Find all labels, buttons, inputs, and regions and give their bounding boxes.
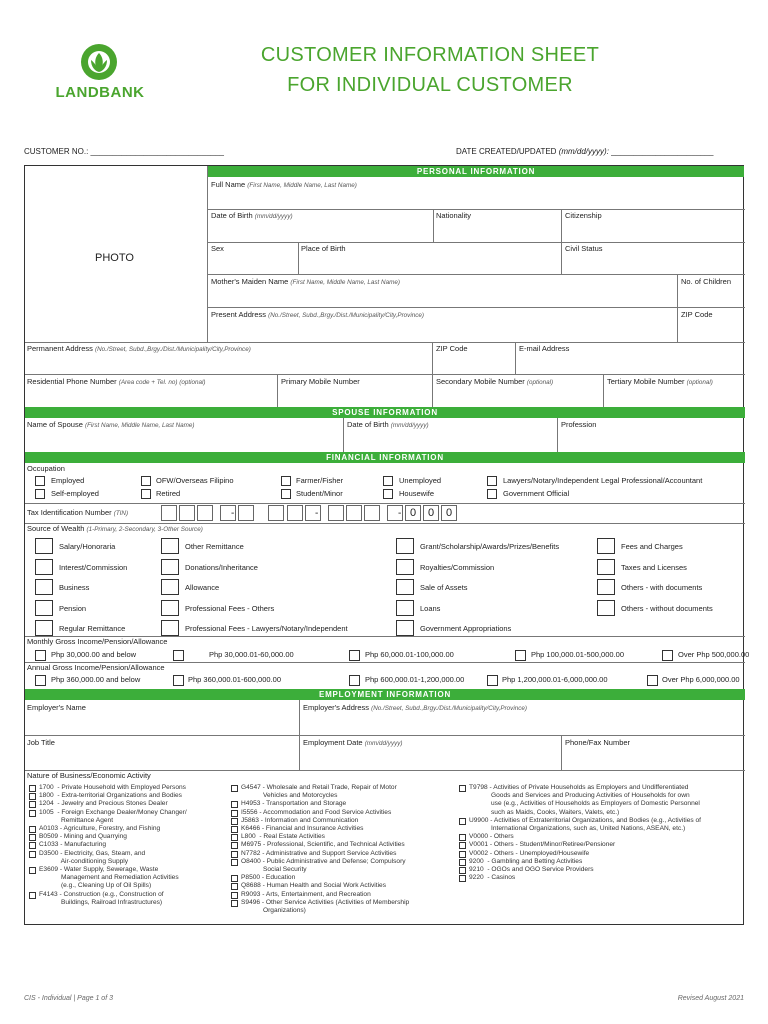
footer-revision: Revised August 2021 [677,995,744,1002]
employer-address-field[interactable]: Employer's Address (No./Street, Subd.,Brgy./Dist./Municipality/City,Province) [303,703,527,712]
nature-col3-4-checkbox[interactable] [459,851,466,858]
occupation-label: Occupation [27,464,65,473]
nature-col1-1-label: 1800 - Extra-territorial Organizations and Bodies [39,792,182,800]
permanent-address-field[interactable]: Permanent Address (No./Street, Subd.,Brgy./Dist./Municipality/City,Province) [27,344,251,353]
occupation-option-7-label: Student/Minor [296,489,343,498]
nature-col1-3-checkbox[interactable] [29,810,36,817]
monthly_opts-option-2-checkbox[interactable] [349,650,360,661]
nature-col2-0-checkbox[interactable] [231,785,238,792]
wealth-source-15-label: Others - without documents [621,603,713,613]
annual_opts-option-0-checkbox[interactable] [35,675,46,686]
annual_opts-option-2-label: Php 600,000.01-1,200,000.00 [365,675,465,684]
nature-col2-4-label: K6466 - Financial and Insurance Activities [241,825,364,832]
occupation-option-3-checkbox[interactable] [383,476,393,486]
tin-digit-box[interactable] [238,505,254,521]
wealth-source-2-label: Grant/Scholarship/Awards/Prizes/Benefits [420,542,560,551]
dob-field[interactable]: Date of Birth (mm/dd/yyyy) [211,211,293,220]
nature-col2-1-label: H4953 - Transportation and Storage [241,800,347,808]
nature-col1-2-label: 1204 - Jewelry and Precious Stones Dealer [39,800,168,808]
nature-col1-4-label: A0103 - Agriculture, Forestry, and Fishing [39,825,161,832]
monthly_opts-option-0-checkbox[interactable] [35,650,46,661]
nature-col2-12-label: S9496 - Other Service Activities (Activities of Membership Organizations) [241,898,410,914]
tin-digit-box[interactable]: 0 [441,505,457,521]
nature-col3-6-label: 9210 - OGOs and OGO Service Providers [469,866,594,873]
tin-digit-box[interactable] [305,505,321,521]
wealth-source-11-label: Others - with documents [621,583,703,592]
monthly_opts-option-3-checkbox[interactable] [515,650,526,661]
wealth-source-8-label: Business [59,583,90,592]
employer-name-field[interactable]: Employer's Name [27,703,86,712]
nature-col3-6-checkbox[interactable] [459,867,466,874]
full-name-field[interactable]: Full Name (First Name, Middle Name, Last Name) [211,180,357,189]
nature-col1-9-checkbox[interactable] [29,892,36,899]
nature-col2-7-checkbox[interactable] [231,851,238,858]
monthly_opts-option-4-label: Over Php 500,000.00 [678,650,750,659]
occupation-option-9-checkbox[interactable] [487,489,497,499]
occupation-option-8-label: Housewife [399,489,435,498]
employment-date-field[interactable]: Employment Date (mm/dd/yyyy) [303,738,403,747]
nature-col1-8-label: E3609 - Water Supply, Sewerage, Waste Management and Remediation Activities (e.g., Cleaning Up of Oil Spills) [39,866,179,890]
permanent-zip-field[interactable]: ZIP Code [436,344,468,353]
nature-col3-7-checkbox[interactable] [459,875,466,882]
nature-col3-0-label: T9798 - Activities of Private Households as Employers and Undifferentiated Goods and Services and Producing Activities of Households for own use (e.g., Activities of Households as Employers of Domestic Personnel such as Maids, Cooks, Waiters, Valets, etc.) [469,784,700,816]
spouse-name-field[interactable]: Name of Spouse (First Name, Middle Name, Last Name) [27,420,195,429]
spouse-dob-field[interactable]: Date of Birth (mm/dd/yyyy) [347,420,429,429]
tin-label: Tax Identification Number (TIN) [27,508,129,517]
annual_opts-option-3-checkbox[interactable] [487,675,498,686]
occupation-option-6-label: Retired [156,489,181,498]
annual_opts-option-0-label: Php 360,000.00 and below [51,675,141,684]
monthly_opts-option-1-label: Php 30,000.01-60,000.00 [209,650,294,659]
nature-col2-7-label: N7782 - Administrative and Support Service Activities [241,849,397,857]
monthly_opts-option-3-label: Php 100,000.01-500,000.00 [531,650,624,659]
nature-col2-0-label: G4547 - Wholesale and Retail Trade, Repair of Motor Vehicles and Motorcycles [241,784,397,800]
wealth-source-8-checkbox[interactable] [35,579,53,595]
nature-col2-2-label: I5556 - Accommodation and Food Service Activities [241,808,392,816]
nature-col2-6-label: M6975 - Professional, Scientific, and Technical Activities [241,841,405,849]
nature-col2-12-checkbox[interactable] [231,900,238,907]
nature-col1-6-checkbox[interactable] [29,842,36,849]
tin-dash: - [315,508,319,519]
nature-col2-8-label: O8400 - Public Administrative and Defense; Compulsory Social Security [241,857,406,873]
wealth-source-13-label: Professional Fees - Others [185,603,275,613]
personal-info-band: PERSONAL INFORMATION [208,166,744,177]
nature-col3-3-label: V0001 - Others - Student/Minor/Retiree/Pensioner [469,841,616,849]
monthly-income-label: Monthly Gross Income/Pension/Allowance [27,637,168,646]
wealth-source-0-checkbox[interactable] [35,538,53,554]
occupation-option-1-label: OFW/Overseas Filipino [156,476,234,485]
nature-col1-3-label: 1005 - Foreign Exchange Dealer/Money Changer/ Remittance Agent [39,808,187,824]
nature-col3-0-checkbox[interactable] [459,785,466,792]
wealth-source-16-checkbox[interactable] [35,620,53,636]
no-of-children-field[interactable]: No. of Children [681,277,732,286]
wealth-source-17-checkbox[interactable] [161,620,179,636]
nature-col3-7-label: 9220 - Casinos [469,874,516,882]
occupation-option-2-checkbox[interactable] [281,476,291,486]
nature-col2-5-label: L800 - Real Estate Activities [241,833,325,841]
monthly_opts-option-0-label: Php 30,000.00 and below [51,650,137,659]
wealth-source-4-checkbox[interactable] [35,559,53,575]
nature-col1-5-label: B0509 - Mining and Quarrying [39,833,127,841]
tertiary-mobile-field[interactable]: Tertiary Mobile Number (optional) [607,377,713,386]
nature-col1-0-label: 1700 - Private Household with Employed Persons [39,784,186,791]
wealth-source-12-checkbox[interactable] [35,600,53,616]
job-title-field[interactable]: Job Title [27,738,55,747]
nature-col3-5-checkbox[interactable] [459,859,466,866]
tin-digit-box[interactable] [161,505,177,521]
tin-dash: - [231,508,235,519]
page-title-line1: CUSTOMER INFORMATION SHEET [260,44,600,66]
tin-digit-box[interactable]: 0 [405,505,421,521]
nature-col1-2-checkbox[interactable] [29,801,36,808]
annual_opts-option-1-label: Php 360,000.01-600,000.00 [188,675,281,684]
nature-col1-1-checkbox[interactable] [29,793,36,800]
wealth-source-9-label: Allowance [185,583,220,592]
nature-col2-1-checkbox[interactable] [231,801,238,808]
source-of-wealth-label: Source of Wealth (1-Primary, 2-Secondary, 3-Other Source) [27,524,203,533]
nature-col2-6-checkbox[interactable] [231,842,238,849]
nature-col3-3-checkbox[interactable] [459,842,466,849]
tin-digit-box[interactable]: 0 [423,505,439,521]
nature-col2-4-checkbox[interactable] [231,826,238,833]
nature-col1-8-checkbox[interactable] [29,867,36,874]
nature-col3-1-label: U9900 - Activities of Extraterritorial Organizations, and Bodies (e.g., Activities of International Organizations, such as, United Nations, ASEAN, etc.) [469,816,701,832]
customer-no-field[interactable]: CUSTOMER NO.: ______________________________ [24,147,224,156]
citizenship-field[interactable]: Citizenship [565,211,602,220]
occupation-option-0-label: Employed [51,476,85,485]
occupation-option-6-checkbox[interactable] [141,489,151,499]
present-zip-field[interactable]: ZIP Code [681,310,713,319]
wealth-source-6-label: Royalties/Commission [420,562,495,572]
sex-field[interactable]: Sex [211,244,224,253]
nature-of-business-label: Nature of Business/Economic Activity [27,771,151,780]
tin-digit-box[interactable] [197,505,213,521]
nature-col2-3-label: J5863 - Information and Communication [241,816,359,824]
primary-mobile-field[interactable]: Primary Mobile Number [281,377,360,386]
wealth-source-15-checkbox[interactable] [597,600,615,616]
wealth-source-4-label: Interest/Commission [59,562,128,572]
wealth-source-2-checkbox[interactable] [396,538,414,554]
nature-col3-1-checkbox[interactable] [459,818,466,825]
civil-status-field[interactable]: Civil Status [565,244,603,253]
annual_opts-option-4-checkbox[interactable] [647,675,658,686]
monthly_opts-option-1-checkbox[interactable] [173,650,184,661]
annual_opts-option-4-label: Over Php 6,000,000.00 [662,675,740,684]
wealth-source-10-label: Sale of Assets [420,583,468,592]
annual_opts-option-3-label: Php 1,200,000.01-6,000,000.00 [502,675,608,684]
secondary-mobile-field[interactable]: Secondary Mobile Number (optional) [436,377,554,386]
wealth-source-18-label: Government Appropriations [420,624,512,633]
wealth-source-14-checkbox[interactable] [396,600,414,616]
occupation-option-5-label: Self-employed [51,489,99,498]
footer-page-info: CIS - Individual | Page 1 of 3 [24,995,113,1002]
annual_opts-option-1-checkbox[interactable] [173,675,184,686]
wealth-source-18-checkbox[interactable] [396,620,414,636]
brand-name: LANDBANK [55,84,145,101]
nature-col2-11-label: R9093 - Arts, Entertainment, and Recreation [241,890,371,898]
nationality-field[interactable]: Nationality [436,211,472,220]
monthly_opts-option-2-label: Php 60,000.01-100,000.00 [365,650,454,659]
wealth-source-0-label: Salary/Honoraria [59,542,116,551]
nature-col2-11-checkbox[interactable] [231,892,238,899]
nature-col1-7-checkbox[interactable] [29,851,36,858]
nature-col1-4-checkbox[interactable] [29,826,36,833]
tin-digit-box[interactable] [179,505,195,521]
wealth-source-10-checkbox[interactable] [396,579,414,595]
wealth-source-16-label: Regular Remittance [59,624,126,633]
occupation-option-2-label: Farmer/Fisher [296,476,344,485]
wealth-source-12-label: Pension [59,603,87,613]
nature-col2-10-checkbox[interactable] [231,883,238,890]
wealth-source-9-checkbox[interactable] [161,579,179,595]
nature-col1-9-label: F4143 - Construction (e.g., Construction of Buildings, Railroad Infrastructures) [39,890,164,906]
nature-col1-0-checkbox[interactable] [29,785,36,792]
nature-col2-10-label: Q8688 - Human Health and Social Work Activities [241,882,387,890]
phone-fax-field[interactable]: Phone/Fax Number [565,738,631,747]
annual_opts-option-2-checkbox[interactable] [349,675,360,686]
occupation-option-3-label: Unemployed [399,476,442,485]
tin-digit-box[interactable] [364,505,380,521]
occupation-option-1-checkbox[interactable] [141,476,151,486]
residential-phone-field[interactable]: Residential Phone Number (Area code + Tel. no) (optional) [27,377,206,386]
spouse-info-band: SPOUSE INFORMATION [25,407,745,418]
occupation-option-8-checkbox[interactable] [383,489,393,499]
mothers-maiden-name-field[interactable]: Mother's Maiden Name (First Name, Middle Name, Last Name) [211,277,400,286]
nature-col1-7-label: D3500 - Electricity, Gas, Steam, and Air-conditioning Supply [39,849,146,865]
occupation-option-4-label: Lawyers/Notary/Independent Legal Professional/Accountant [503,476,703,485]
date-created-field[interactable]: DATE CREATED/UPDATED (mm/dd/yyyy): _______________________ [456,147,714,156]
nature-col1-5-checkbox[interactable] [29,834,36,841]
wealth-source-17-label: Professional Fees - Lawyers/Notary/Independent [185,624,348,633]
wealth-source-5-label: Donations/Inheritance [185,562,258,572]
wealth-source-13-checkbox[interactable] [161,600,179,616]
tin-digit-box[interactable] [287,505,303,521]
wealth-source-11-checkbox[interactable] [597,579,615,595]
wealth-source-1-checkbox[interactable] [161,538,179,554]
nature-col2-9-label: P8500 - Education [241,874,296,882]
occupation-option-4-checkbox[interactable] [487,476,497,486]
wealth-source-3-label: Fees and Charges [621,542,683,551]
nature-col3-5-label: 9200 - Gambling and Betting Activities [469,857,583,865]
occupation-option-0-checkbox[interactable] [35,476,45,486]
nature-col3-2-label: V0000 - Others [469,833,514,841]
cis-form [24,165,750,925]
nature-col2-5-checkbox[interactable] [231,834,238,841]
wealth-source-1-label: Other Remittance [185,542,244,551]
nature-col2-8-checkbox[interactable] [231,859,238,866]
nature-col3-2-checkbox[interactable] [459,834,466,841]
email-field[interactable]: E-mail Address [519,344,570,353]
wealth-source-7-label: Taxes and Licenses [621,562,687,572]
occupation-option-5-checkbox[interactable] [35,489,45,499]
tin-digit-box[interactable] [328,505,344,521]
tin-digit-box[interactable] [346,505,362,521]
occupation-option-7-checkbox[interactable] [281,489,291,499]
employment-info-band: EMPLOYMENT INFORMATION [25,689,745,700]
spouse-profession-field[interactable]: Profession [561,420,597,429]
nature-col2-3-checkbox[interactable] [231,818,238,825]
photo-placeholder[interactable]: PHOTO [95,252,134,264]
nature-col2-9-checkbox[interactable] [231,875,238,882]
nature-col1-6-label: C1033 - Manufacturing [39,841,107,849]
tin-digit-box[interactable] [268,505,284,521]
annual-income-label: Annual Gross Income/Pension/Allowance [27,663,165,672]
wealth-source-14-label: Loans [420,603,441,613]
present-address-field[interactable]: Present Address (No./Street, Subd.,Brgy./Dist./Municipality/City,Province) [211,310,424,319]
nature-col2-2-checkbox[interactable] [231,810,238,817]
nature-col3-4-label: V0002 - Others - Unemployed/Housewife [469,849,590,857]
monthly_opts-option-4-checkbox[interactable] [662,650,673,661]
wealth-source-3-checkbox[interactable] [597,538,615,554]
page-title-line2: FOR INDIVIDUAL CUSTOMER [287,74,573,96]
wealth-source-6-checkbox[interactable] [396,559,414,575]
place-of-birth-field[interactable]: Place of Birth [301,244,346,253]
tin-dash: - [398,508,402,519]
wealth-source-7-checkbox[interactable] [597,559,615,575]
wealth-source-5-checkbox[interactable] [161,559,179,575]
financial-info-band: FINANCIAL INFORMATION [25,452,745,463]
occupation-option-9-label: Government Official [503,489,570,498]
